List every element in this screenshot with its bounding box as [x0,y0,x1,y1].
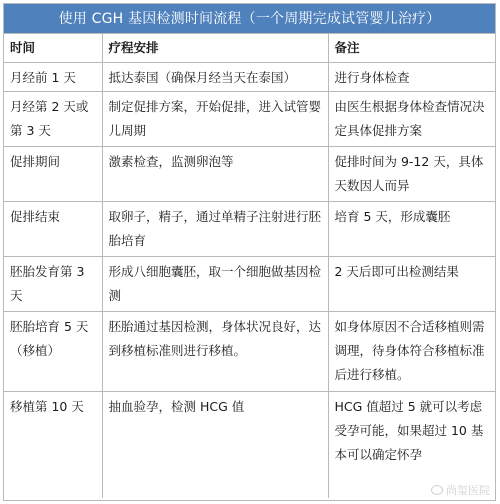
watermark-text: 尚玺医院 [446,484,490,497]
time-cell: 月经第 2 天或第 3 天 [4,91,102,146]
notes-cell: HCG 值超过 5 就可以考虑受孕可能，如果超过 10 基本可以确定怀孕 [328,391,495,498]
treatment-cell: 制定促排方案，开始促排，进入试管婴儿周期 [102,91,328,146]
table-row [4,146,495,201]
notes-cell: 2 天后即可出检测结果 [328,256,495,311]
notes-cell: 如身体原因不合适移植则需调理，待身体符合移植标准后进行移植。 [328,311,495,391]
notes-cell: 由医生根据身体检查情况决定具体促排方案 [328,91,495,146]
table-row [4,62,495,91]
table-row [4,311,495,391]
time-cell: 胚胎培育 5 天 （移植） [4,311,102,391]
treatment-cell: 抵达泰国（确保月经当天在泰国） [102,62,328,91]
time-cell: 移植第 10 天 [4,391,102,498]
notes-cell: 进行身体检查 [328,62,495,91]
table-row [4,256,495,311]
time-cell: 促排期间 [4,146,102,201]
schedule-document [3,3,496,501]
notes-cell: 培育 5 天，形成囊胚 [328,201,495,256]
time-cell: 促排结束 [4,201,102,256]
watermark [431,482,490,498]
treatment-cell: 胚胎通过基因检测，身体状况良好，达到移植标准则进行移植。 [102,311,328,391]
header-row [4,34,495,62]
header-time: 时间 [4,34,102,62]
treatment-cell: 激素检查，监测卵泡等 [102,146,328,201]
notes-cell: 促排时间为 9-12 天，具体天数因人而异 [328,146,495,201]
header-notes: 备注 [328,34,495,62]
table-row [4,91,495,146]
treatment-cell: 取卵子，精子，通过单精子注射进行胚胎培育 [102,201,328,256]
header-treatment: 疗程安排 [102,34,328,62]
table-row [4,391,495,498]
table-row [4,201,495,256]
time-cell: 月经前 1 天 [4,62,102,91]
schedule-table [4,34,495,498]
treatment-cell: 形成八细胞囊胚，取一个细胞做基因检测 [102,256,328,311]
time-cell: 胚胎发育第 3 天 [4,256,102,311]
weibo-logo-icon [431,485,443,495]
treatment-cell: 抽血验孕，检测 HCG 值 [102,391,328,498]
table-title: 使用 CGH 基因检测时间流程（一个周期完成试管婴儿治疗） [4,4,495,34]
